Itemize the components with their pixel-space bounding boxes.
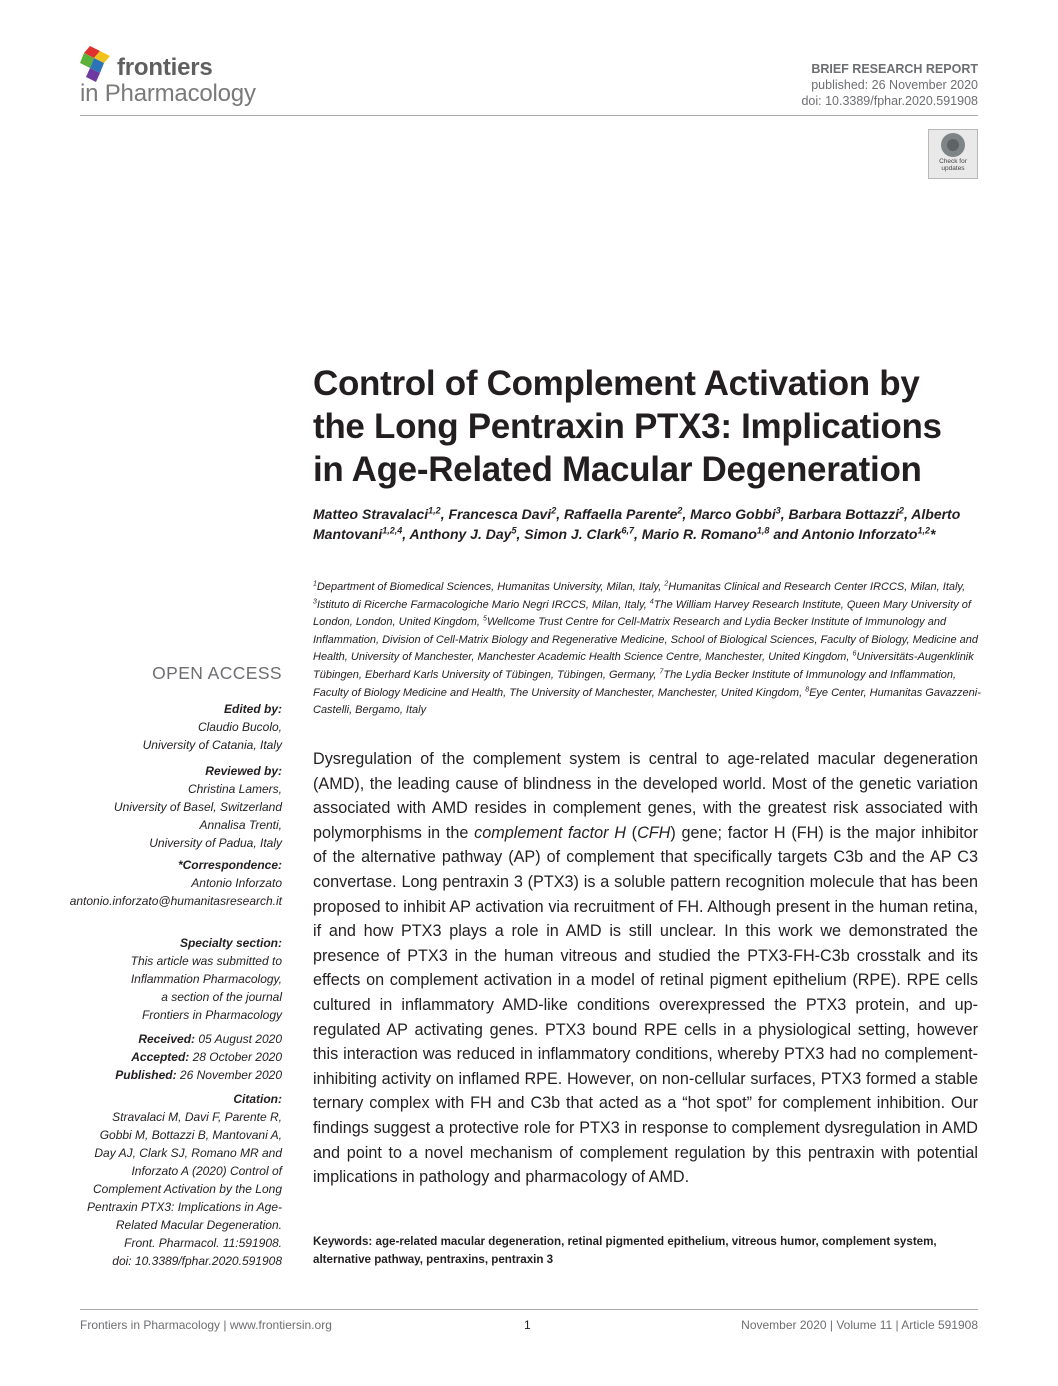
reviewer-line: University of Basel, Switzerland [113,800,282,814]
citation-line[interactable]: doi: 10.3389/fphar.2020.591908 [112,1254,282,1268]
keywords [313,1233,978,1269]
author-name[interactable]: Alberto Mantovani$^{1,2,4}$ [313,506,961,542]
author-separator: , [904,506,912,522]
received-date: Received: 05 August 2020 [138,1032,282,1046]
correspondence-section [52,856,282,910]
author-separator: , [440,506,449,522]
author-separator: , [516,526,525,542]
abstract: Dysregulation of the complement system is central to age-related macular degeneration (AMD), the leading cause of blindness in the developed world. Most of the genetic variation associated with AMD resides in complement genes, with the greatest risk associated with polymorphisms in the complement factor H (CFH) gene; factor H (FH) is the major inhibitor of the alternative pathway (AP) of complement that specifically targets C3b and the AP C3 convertase. Long pentraxin 3 (PTX3) is a soluble pattern recognition molecule that has been proposed to inhibit AP activation via recruitment of FH. Although present in the human retina, if and how PTX3 plays a role in AMD is still unclear. In this work we demonstrated the presence of PTX3 in the human vitreous and studied the PTX3-FH-C3b crosstalk and its effects on complement activation in a model of retinal pigment epithelium (RPE). RPE cells cultured in inflammatory AMD-like conditions overexpressed the PTX3 protein, and up-regulated AP activating genes. PTX3 bound RPE cells in a physiological setting, however this interaction was reduced in inflammatory conditions, whereby PTX3 had no complement-inhibiting activity on inflamed RPE. However, on non-cellular surfaces, PTX3 formed a stable ternary complex with FH and C3b that acted as a “hot spot” for complement inhibition. Our findings suggest a protective role for PTX3 in response to complement dysregulation in AMD and point to a novel mechanism of complement regulation by this pentraxin with potential implications in pathology and pharmacology of AMD. [313,750,978,1187]
citation-section [52,1090,282,1270]
author-separator: , [402,526,410,542]
article-title [313,362,993,491]
reviewed-by-label: Reviewed by: [205,764,282,778]
specialty-line: a section of the journal [161,990,282,1004]
article-doi[interactable]: doi: 10.3389/fphar.2020.591908 [801,94,978,108]
affiliation-number: 2 [664,580,669,588]
affiliation-text: The Lydia Becker Institute of Immunology and Inflammation, Faculty of Biology Medicine and Health, The University of Manchester, Manchester, United Kingdom, [313,668,957,699]
published-date: published: 26 November 2020 [811,78,978,92]
affiliation-number: 5 [483,615,487,623]
reviewer-line: Christina Lamers, [187,782,282,796]
affiliation-text: Eye Center, Humanitas Gavazzeni-Castelli, Bergamo, Italy [313,686,981,717]
open-access-label: OPEN ACCESS [152,663,282,683]
citation-line: Front. Pharmacol. 11:591908. [124,1236,282,1250]
author-separator: , [634,526,642,542]
reviewer-line: Annalisa Trenti, [199,818,282,832]
reviewer-line: University of Padua, Italy [149,836,282,850]
footer-journal-link[interactable]: Frontiers in Pharmacology | www.frontiersin.org [80,1318,332,1332]
affiliation-text: Istituto di Ricerche Farmacologiche Mario Negri IRCCS, Milan, Italy, [316,598,650,611]
author-name[interactable]: Francesca Davi$^2$ [448,505,557,522]
badge-line-2: updates [941,165,965,172]
author-name[interactable]: Mario R. Romano$^{1,8}$ [641,525,770,542]
check-for-updates-badge[interactable] [928,129,978,179]
citation-line: Complement Activation by the Long [93,1182,282,1196]
citation-line: Pentraxin PTX3: Implications in Age- [87,1200,282,1214]
author-name[interactable]: Matteo Stravalaci$^{1,2}$ [313,505,441,522]
accepted-date: Accepted: 28 October 2020 [131,1050,282,1064]
edited-by-label: Edited by: [223,702,282,716]
citation-line: Gobbi M, Bottazzi B, Mantovani A, [99,1128,282,1142]
specialty-label: Specialty section: [179,936,282,950]
frontiers-logo-icon [80,44,114,84]
author-name[interactable]: Raffaella Parente$^2$ [564,505,683,522]
badge-line-1: Check for [939,158,967,165]
specialty-line: Frontiers in Pharmacology [141,1008,282,1022]
affiliation-text: The William Harvey Research Institute, Queen Mary University of London, London, United Kingdom, [313,598,971,629]
edited-by-section [52,700,282,754]
author-separator: * [929,526,936,542]
editor-line: University of Catania, Italy [142,738,282,752]
title-line: Control of Complement Activation by [313,364,920,403]
article-type: BRIEF RESEARCH REPORT [811,62,978,76]
correspondence-label: *Correspondence: [177,858,282,872]
title-line: the Long Pentraxin PTX3: Implications [313,407,942,446]
citation-line: Stravalaci M, Davi F, Parente R, [112,1110,282,1124]
author-name[interactable]: Antonio Inforzato$^{1,2}$ [801,525,930,542]
affiliation-text: Humanitas Clinical and Research Center IRCCS, Milan, Italy, [668,581,966,593]
journal-logo-subtitle: in Pharmacology [80,80,256,107]
title-line: in Age-Related Macular Degeneration [313,450,922,489]
specialty-line: This article was submitted to [130,954,282,968]
affiliation-number: 1 [313,580,317,588]
author-name[interactable]: Simon J. Clark$^{6,7}$ [524,525,635,542]
dates-section [52,1030,282,1084]
author-list [313,504,983,544]
citation-line: Inforzato A (2020) Control of [131,1164,282,1178]
check-updates-icon [941,133,965,157]
author-name[interactable]: Marco Gobbi$^3$ [690,505,781,522]
keywords-text: age-related macular degeneration, retinal pigmented epithelium, vitreous humor, complement system, alternative pathway, pentraxins, pentraxin 3 [313,1235,937,1266]
specialty-section [52,934,282,1024]
citation-line: Day AJ, Clark SJ, Romano MR and [94,1146,282,1160]
footer-divider [80,1309,978,1310]
author-separator: , [556,506,564,522]
correspondence-email[interactable]: antonio.inforzato@humanitasresearch.it [69,894,282,908]
affiliation-number: 7 [659,668,664,676]
footer-issue-info: November 2020 | Volume 11 | Article 591908 [741,1318,978,1332]
affiliation-number: 6 [852,650,857,658]
citation-label: Citation: [233,1092,282,1106]
author-name[interactable]: Anthony J. Day$^5$ [409,525,517,542]
published-date-side: Published: 26 November 2020 [115,1068,282,1082]
author-name[interactable]: Barbara Bottazzi$^2$ [788,505,904,522]
journal-logo-word: frontiers [117,54,213,81]
citation-line: Related Macular Degeneration. [115,1218,282,1232]
specialty-line: Inflammation Pharmacology, [130,972,282,986]
header-divider [80,115,978,116]
article-header-info [801,61,978,109]
keywords-label: Keywords: [313,1235,373,1248]
affiliation-number: 3 [313,597,317,605]
affiliation-text: Wellcome Trust Centre for Cell-Matrix Research and Lydia Becker Institute of Immunology and Inflammation, Division of Cell-Matrix Biology and Regenerative Medicine, School of Biological Sciences, Faculty of Biology, Medicine and Health, University of Manchester, Manchester Academic Health Science Centre, Manchester, United Kingdom, [313,616,979,664]
affiliation-number: 4 [649,597,654,605]
author-separator: , [682,506,691,522]
author-separator: and [769,526,802,542]
affiliation-list [313,579,981,720]
author-separator: , [780,506,789,522]
page-number: 1 [524,1318,531,1332]
editor-line: Claudio Bucolo, [197,720,282,734]
reviewed-by-section [52,762,282,852]
affiliation-number: 8 [805,685,810,693]
affiliation-text: Universitäts-Augenklinik Tübingen, Eberhard Karls University of Tübingen, Tübingen, Germany, [313,651,974,681]
correspondence-name: Antonio Inforzato [191,876,282,890]
affiliation-text: Department of Biomedical Sciences, Humanitas University, Milan, Italy, [316,581,665,593]
